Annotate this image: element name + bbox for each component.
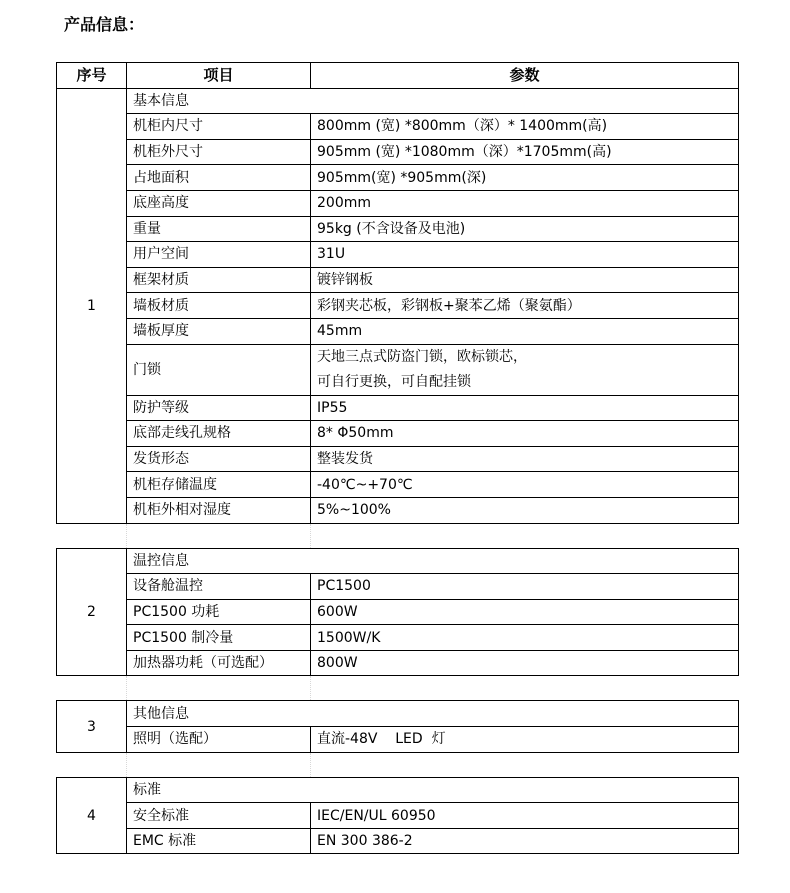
section-gap [57,523,739,548]
spec-item: PC1500 功耗 [127,599,311,625]
spec-item: 框架材质 [127,267,311,293]
spec-value: 镀锌钢板 [311,267,739,293]
table-row [57,497,739,523]
spec-value: 直流-48V LED 灯 [311,727,739,753]
section-gap [57,676,739,701]
spec-value-line: 可自行更换，可自配挂锁 [317,373,471,390]
spec-item: 机柜外相对湿度 [127,497,311,523]
header-value: 参数 [311,63,739,89]
spec-item: 底座高度 [127,190,311,216]
spec-item: PC1500 制冷量 [127,625,311,651]
section-2-number: 2 [57,548,127,676]
spec-value: 31U [311,242,739,268]
section-4-heading: 标准 [127,777,739,803]
spec-value: 5%~100% [311,497,739,523]
spec-value: 905mm (宽) *1080mm（深）*1705mm(高) [311,139,739,165]
section-3-heading-row [57,701,739,727]
spec-value: 905mm(宽) *905mm(深) [311,165,739,191]
table-row [57,472,739,498]
section-4-number: 4 [57,777,127,854]
spec-item: 照明（选配） [127,727,311,753]
spec-item: 设备舱温控 [127,574,311,600]
spec-value: 整装发货 [311,446,739,472]
spec-value: 45mm [311,318,739,344]
spec-value: 200mm [311,190,739,216]
spec-value: 彩钢夹芯板，彩钢板+聚苯乙烯（聚氨酯） [311,293,739,319]
spec-value: -40℃~+70℃ [311,472,739,498]
spec-value: 800W [311,650,739,676]
table-row [57,293,739,319]
spec-item: 机柜内尺寸 [127,114,311,140]
section-1-heading-row [57,88,739,114]
section-1-heading: 基本信息 [127,88,739,114]
spec-item: 用户空间 [127,242,311,268]
spec-value: 800mm (宽) *800mm（深）* 1400mm(高) [311,114,739,140]
table-row [57,446,739,472]
section-2-heading: 温控信息 [127,548,739,574]
section-2-heading-row [57,548,739,574]
section-3-heading: 其他信息 [127,701,739,727]
table-row [57,114,739,140]
table-row [57,421,739,447]
table-row [57,727,739,753]
table-row [57,318,739,344]
spec-value: IP55 [311,395,739,421]
spec-item: 加热器功耗（可选配） [127,650,311,676]
section-4-heading-row [57,777,739,803]
spec-value: 8* Φ50mm [311,421,739,447]
spec-item: 发货形态 [127,446,311,472]
spec-value: IEC/EN/UL 60950 [311,803,739,829]
spec-value: 600W [311,599,739,625]
table-row [57,650,739,676]
spec-value: PC1500 [311,574,739,600]
spec-value-line: 天地三点式防盗门锁，欧标锁芯， [317,348,527,365]
spec-item: 底部走线孔规格 [127,421,311,447]
table-row [57,803,739,829]
spec-value-multiline [311,344,739,395]
table-row [57,190,739,216]
table-row [57,344,739,395]
spec-item: 重量 [127,216,311,242]
table-row [57,242,739,268]
table-row [57,828,739,854]
spec-item: 机柜外尺寸 [127,139,311,165]
spec-value: EN 300 386-2 [311,828,739,854]
spec-item: 墙板材质 [127,293,311,319]
header-item: 项目 [127,63,311,89]
table-row [57,216,739,242]
section-1-number: 1 [57,88,127,523]
table-row [57,139,739,165]
spec-item: 门锁 [127,344,311,395]
header-number: 序号 [57,63,127,89]
spec-value: 1500W/K [311,625,739,651]
table-row [57,165,739,191]
spec-item: 机柜存储温度 [127,472,311,498]
table-row [57,625,739,651]
spec-item: EMC 标准 [127,828,311,854]
product-spec-table [56,62,739,854]
section-gap [57,752,739,777]
spec-item: 占地面积 [127,165,311,191]
spec-item: 安全标准 [127,803,311,829]
table-header-row [57,63,739,89]
spec-value: 95kg (不含设备及电池) [311,216,739,242]
table-row [57,395,739,421]
page-title: 产品信息： [64,15,145,34]
spec-item: 防护等级 [127,395,311,421]
table-row [57,267,739,293]
spec-item: 墙板厚度 [127,318,311,344]
table-row [57,574,739,600]
table-row [57,599,739,625]
section-3-number: 3 [57,701,127,752]
